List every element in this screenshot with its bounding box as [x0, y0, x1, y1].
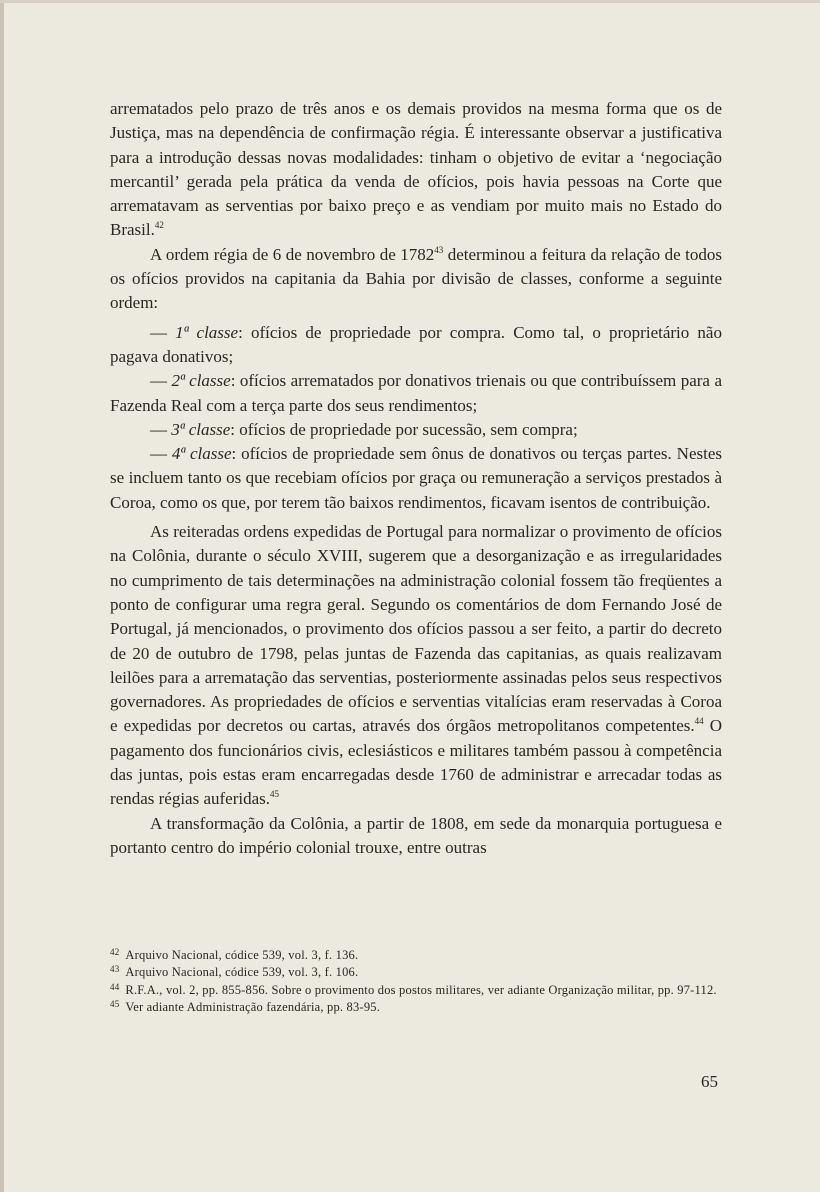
footnote-text: Ver adiante Administração fazendária, pp. 83-95.	[125, 999, 381, 1014]
text-run: —	[150, 371, 172, 391]
page-number: 65	[701, 1072, 718, 1091]
page-edge-shadow	[0, 0, 4, 1192]
footnote-number: 45	[110, 998, 120, 1009]
footnote	[110, 964, 722, 981]
text-run: —	[150, 444, 172, 464]
list-item-class-1	[110, 321, 722, 370]
paragraph-continuation	[110, 97, 722, 243]
list-item-class-2	[110, 369, 722, 418]
text-run: : ofícios de propriedade sem ônus de donativos ou terças partes. Nestes se incluem tanto os que recebiam ofícios por graça ou remuneração a serviços prestados à Coroa, como os que, por terem tão baixos rendimentos, ficavam isentos de contribuição.	[110, 444, 722, 512]
text-run: : ofícios arrematados por donativos trienais ou que contribuíssem para a Fazenda Real com a terça parte dos seus rendimentos;	[110, 371, 722, 415]
footnote	[110, 999, 722, 1016]
page-top-shadow	[0, 0, 820, 3]
paragraph-royal-order	[110, 243, 722, 316]
footnote-reference: 43	[434, 244, 444, 255]
list-item-class-4	[110, 442, 722, 515]
text-run: A ordem régia de 6 de novembro de 1782	[150, 244, 435, 264]
text-run: —	[150, 419, 172, 439]
footnote-text: Arquivo Nacional, códice 539, vol. 3, f. 136.	[125, 948, 359, 962]
class-label: 4ª classe	[171, 444, 232, 464]
footnote-number: 42	[110, 947, 120, 957]
footnote-number: 44	[110, 981, 120, 992]
footnote-text: R.F.A., vol. 2, pp. 855-856. Sobre o provimento dos postos militares, ver adiante Organização militar, pp. 97-112.	[125, 982, 717, 997]
footnote-reference: 42	[154, 220, 164, 231]
body-text	[110, 97, 722, 860]
list-item-class-3	[110, 418, 722, 442]
text-run: : ofícios de propriedade por sucessão, sem compra;	[230, 419, 578, 439]
text-run: determinou a feitura da relação de todos os ofícios providos na capitania da Bahia por divisão de classes, conforme a seguinte ordem:	[110, 244, 723, 313]
footnotes	[110, 947, 722, 1016]
text-run: : ofícios de propriedade por compra. Como tal, o proprietário não pagava donativos;	[110, 322, 722, 366]
class-label: 2ª classe	[171, 371, 231, 391]
class-label: 1ª classe	[175, 322, 239, 342]
text-run: arrematados pelo prazo de três anos e os demais providos na mesma forma que os de Justiça, mas na dependência de confirmação régia. É interessante observar a justificativa para a introdução dessas novas modalidades: tinham o objetivo de evitar a ‘negociação mercantil’ gerada pela prática da venda de ofícios, pois havia pessoas na Corte que arrematavam as serventias por baixo preço e as vendiam por muito mais no Estado do Brasil.	[110, 99, 722, 240]
footnote-number: 43	[110, 964, 120, 975]
footnote-reference: 44	[694, 716, 704, 727]
text-run: —	[150, 322, 176, 342]
footnote	[110, 947, 722, 964]
footnote	[110, 982, 722, 999]
footnote-reference: 45	[270, 789, 280, 800]
paragraph-reiterated-orders	[110, 520, 722, 812]
text-run: A transformação da Colônia, a partir de 1808, em sede da monarquia portuguesa e portanto centro do império colonial trouxe, entre outras	[110, 813, 722, 857]
class-label: 3ª classe	[171, 419, 231, 439]
text-run: O pagamento dos funcionários civis, eclesiásticos e militares também passou à competência das juntas, pois estas eram encarregadas desde 1760 de administrar e arrecadar todas as rendas régias auferidas.	[110, 716, 722, 809]
text-run: As reiteradas ordens expedidas de Portugal para normalizar o provimento de ofícios na Colônia, durante o século XVIII, sugerem que a desorganização e as irregularidades no cumprimento de tais determinações na administração colonial fossem tão freqüentes a ponto de configurar uma regra geral. Segundo os comentários de dom Fernando José de Portugal, já mencionados, o provimento dos ofícios passou a ser feito, a partir do decreto de 20 de outubro de 1798, pelas juntas de Fazenda das capitanias, as quais realizavam leilões para a arrematação das serventias, posteriormente assinadas pelos seus respectivos governadores. As propriedades de ofícios e serventias vitalícias eram reservadas à Coroa e expedidas por decretos ou cartas, através dos órgãos metropolitanos competentes.	[110, 522, 722, 736]
paragraph-transformation	[110, 812, 722, 861]
footnote-text: Arquivo Nacional, códice 539, vol. 3, f. 106.	[125, 965, 359, 980]
